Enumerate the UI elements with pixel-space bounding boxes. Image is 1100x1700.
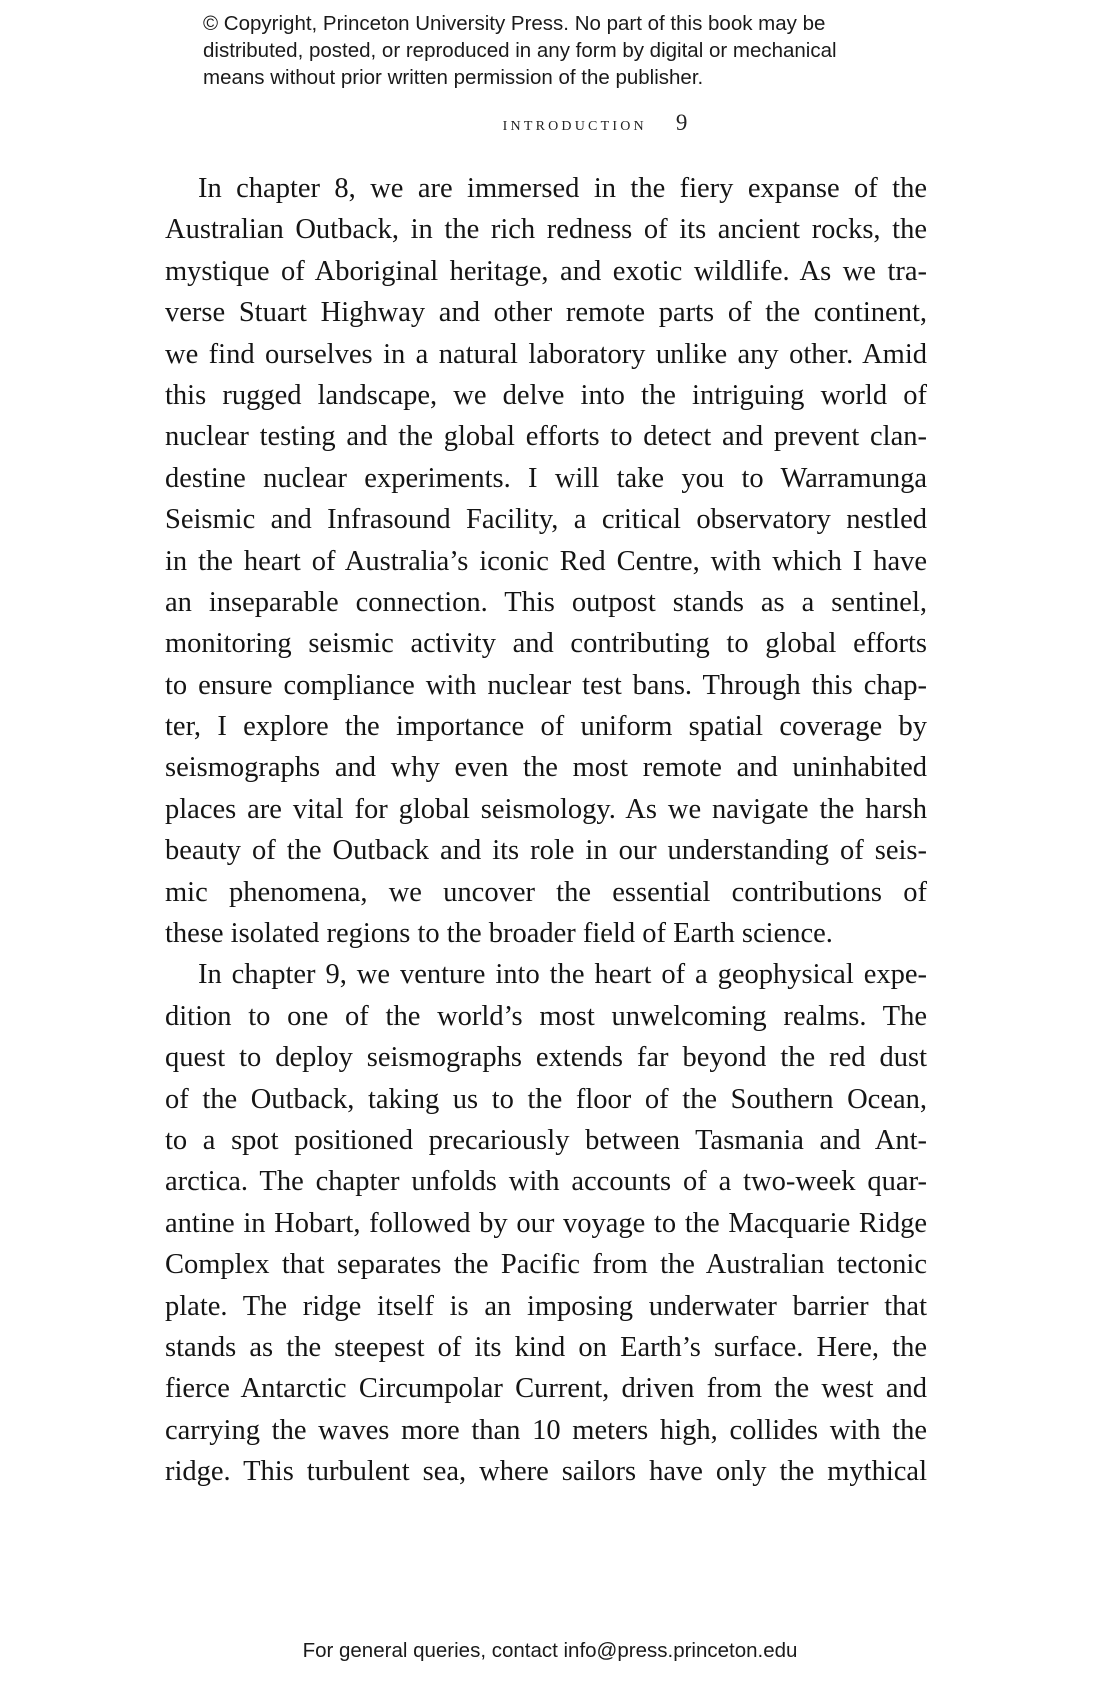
text-line: Complex that separates the Pacific from the Australian tectonic	[165, 1249, 927, 1281]
text-line: beauty of the Outback and its role in our understanding of seis-	[165, 835, 927, 867]
copyright-notice	[203, 10, 903, 91]
copyright-line: © Copyright, Princeton University Press. No part of this book may be	[203, 12, 826, 35]
text-line: to ensure compliance with nuclear test bans. Through this chap-	[165, 669, 927, 701]
text-line: an inseparable connection. This outpost stands as a sentinel,	[165, 586, 927, 618]
text-line: nuclear testing and the global efforts to detect and prevent clan-	[165, 421, 927, 453]
text-line: arctica. The chapter unfolds with accounts of a two-week quar-	[165, 1166, 927, 1198]
text-line: we find ourselves in a natural laboratory unlike any other. Amid	[165, 338, 927, 370]
text-line: carrying the waves more than 10 meters high, collides with the	[165, 1414, 927, 1446]
text-line: seismographs and why even the most remote and uninhabited	[165, 752, 927, 784]
text-line: plate. The ridge itself is an imposing underwater barrier that	[165, 1290, 927, 1322]
text-line: mic phenomena, we uncover the essential contributions of	[165, 876, 927, 908]
paragraph-chapter-8	[165, 168, 927, 954]
running-head	[0, 110, 1100, 136]
text-line: destine nuclear experiments. I will take you to Warramunga	[165, 462, 927, 494]
text-line: this rugged landscape, we delve into the intriguing world of	[165, 379, 927, 411]
body-text	[165, 168, 927, 1493]
text-line: ter, I explore the importance of uniform spatial coverage by	[165, 711, 927, 743]
text-line: places are vital for global seismology. As we navigate the harsh	[165, 793, 927, 825]
text-line: in the heart of Australia’s iconic Red Centre, with which I have	[165, 545, 927, 577]
text-line: Australian Outback, in the rich redness of its ancient rocks, the	[165, 214, 927, 246]
text-line: dition to one of the world’s most unwelcoming realms. The	[165, 1000, 927, 1032]
text-line: antine in Hobart, followed by our voyage to the Macquarie Ridge	[165, 1207, 927, 1239]
text-line: to a spot positioned precariously between Tasmania and Ant-	[165, 1124, 927, 1156]
paragraph-chapter-9	[165, 954, 927, 1492]
text-line: quest to deploy seismographs extends far beyond the red dust	[165, 1042, 927, 1074]
text-line: of the Outback, taking us to the floor of the Southern Ocean,	[165, 1083, 927, 1115]
text-line: fierce Antarctic Circumpolar Current, driven from the west and	[165, 1373, 927, 1405]
copyright-line: distributed, posted, or reproduced in any form by digital or mechanical	[203, 39, 837, 62]
text-line: In chapter 9, we venture into the heart of a geophysical expe-	[198, 959, 927, 991]
page-number: 9	[675, 110, 688, 135]
copyright-line: means without prior written permission of the publisher.	[203, 66, 704, 89]
text-line: these isolated regions to the broader field of Earth science.	[165, 918, 833, 950]
text-line: mystique of Aboriginal heritage, and exotic wildlife. As we tra-	[165, 255, 927, 287]
text-line: Seismic and Infrasound Facility, a critical observatory nestled	[165, 504, 927, 536]
text-line: In chapter 8, we are immersed in the fiery expanse of the	[198, 173, 927, 204]
running-head-title: introduction	[502, 113, 647, 135]
text-line: ridge. This turbulent sea, where sailors have only the mythical	[165, 1456, 927, 1488]
footer-contact: For general queries, contact info@press.princeton.edu	[302, 1639, 798, 1662]
text-line: stands as the steepest of its kind on Earth’s surface. Here, the	[165, 1331, 927, 1363]
text-line: verse Stuart Highway and other remote parts of the continent,	[165, 297, 927, 329]
text-line: monitoring seismic activity and contributing to global efforts	[165, 628, 927, 660]
